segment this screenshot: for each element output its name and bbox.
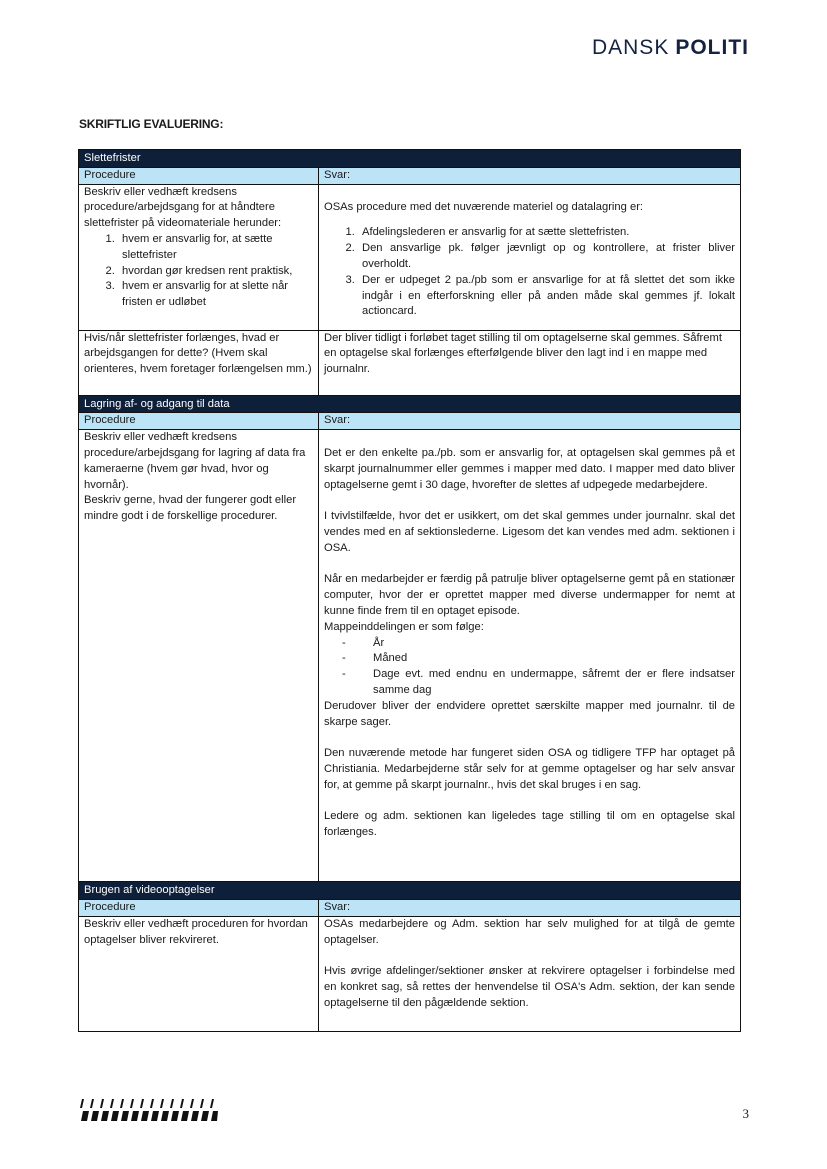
answer-cell: Det er den enkelte pa./pb. som er ansvarlig for, at optagelsen skal gemmes på et skarpt journalnummer eller gemmes i mapper med dato. I mapper med dato bliver optagelserne gemt i 30 dage, hvorefter de slettes af udpegede medarbejdere. I tvivlstilfælde, hvor det er usikkert, om det skal gemmes under journalnr. skal det vendes med en af sektionslederne. Ligesom det kan vendes med adm. sektionen i OSA. Når en medarbejder er færdig på patrulje bliver optagelserne gemt på en stationær computer, hvor der er oprettet mapper med diverse undermapper for nemt at kunne finde frem til en optaget episode. Mappeinddelingen er som følge: - År - Måned - Dage evt. med endnu en undermappe, såfremt der er flere indsatser samme dag Derudover bliver der endvidere oprettet særskilte mapper med journalnr. til de skarpe sager. Den nuværende metode har fungeret siden OSA og tidligere TFP har optaget på Christiania. Medarbejderne står selv for at gemme optagelser og har selv ansvar for, at gemme på skarpt journalnr., hvis det skal bruges i en sag. Ledere og adm. sektionen kan ligeledes tage stilling til om en optagelse skal forlænges. <box>319 430 741 882</box>
evaluation-table <box>78 149 741 1032</box>
list-item: 3. hvem er ansvarlig for at slette når fristen er udløbet <box>118 279 313 311</box>
page-number: 3 <box>742 1106 749 1121</box>
table-row <box>79 184 741 330</box>
list-item: 2. hvordan gør kredsen rent praktisk, <box>118 264 313 280</box>
answer-cell: OSAs procedure med det nuværende materiel og datalagring er: 1. Afdelingslederen er ansvarlig for at sætte slettefristen. 2. Den ansvarlige pk. følger jævnligt op og kontrollere, at frister bliver overholdt. 3. Der er udpeget 2 pa./pb som er ansvarlige for at få slettet det som ikke indgår i en efterforskning eller på anden måde skal gemmes jf. lokalt actioncard. <box>319 184 741 330</box>
section-header-lagring: Lagring af- og adgang til data <box>79 395 741 413</box>
footer-stripe-decoration <box>80 1097 218 1123</box>
dansk-politi-logo: DANSK POLITI <box>591 36 749 59</box>
list-item: 1. hvem er ansvarlig for, at sætte slettefrister <box>118 232 313 264</box>
page-heading: SKRIFTLIG EVALUERING: <box>79 117 224 131</box>
list-item: 2. Den ansvarlige pk. følger jævnligt op og kontrollere, at frister bliver overholdt. <box>358 241 735 273</box>
answer-cell: Der bliver tidligt i forløbet taget stilling til om optagelserne skal gemmes. Såfremt en optagelse skal forlænges efterfølgende bliver den lagt ind i en mappe med journalnr. <box>319 330 741 395</box>
section-header-slettefrister: Slettefrister <box>79 150 741 168</box>
question-cell: Hvis/når slettefrister forlænges, hvad er arbejdsgangen for dette? (Hvem skal orienteres, hvem foretager forlængelsen mm.) <box>79 330 319 395</box>
table-row <box>79 430 741 882</box>
answer-cell: OSAs medarbejdere og Adm. sektion har selv mulighed for at tilgå de gemte optagelser. Hvis øvrige afdelinger/sektioner ønsker at rekvirere optagelser i forbindelse med en konkret sag, så rettes der henvendelse til OSA's Adm. sektion, der kan sende optagelserne til den pågældende sektion. <box>319 916 741 1031</box>
list-item: - Dage evt. med endnu en undermappe, såfremt der er flere indsatser samme dag <box>358 667 735 699</box>
section-header-brugen: Brugen af videooptagelser <box>79 882 741 900</box>
question-cell: Beskriv eller vedhæft kredsens procedure/arbejdsgang for at håndtere slettefrister på videomateriale herunder: 1. hvem er ansvarlig for, at sætte slettefrister 2. hvordan gør kredsen rent praktisk, 3. hvem er ansvarlig for at slette når fristen er udløbet <box>79 184 319 330</box>
column-headers: Procedure Svar: <box>79 413 741 430</box>
list-item: - År <box>358 636 735 652</box>
list-item: 3. Der er udpeget 2 pa./pb som er ansvarlige for at få slettet det som ikke indgår i en efterforskning eller på anden måde skal gemmes jf. lokalt actioncard. <box>358 273 735 320</box>
column-headers: Procedure Svar: <box>79 899 741 916</box>
list-item: - Måned <box>358 651 735 667</box>
table-row <box>79 916 741 1031</box>
list-item: 1. Afdelingslederen er ansvarlig for at sætte slettefristen. <box>358 225 735 241</box>
question-cell: Beskriv eller vedhæft kredsens procedure/arbejdsgang for lagring af data fra kameraerne (hvem gør hvad, hvor og hvornår). Beskriv gerne, hvad der fungerer godt eller mindre godt i de forskellige procedurer. <box>79 430 319 882</box>
table-row <box>79 330 741 395</box>
question-cell: Beskriv eller vedhæft proceduren for hvordan optagelser bliver rekvireret. <box>79 916 319 1031</box>
column-headers: Procedure Svar: <box>79 167 741 184</box>
